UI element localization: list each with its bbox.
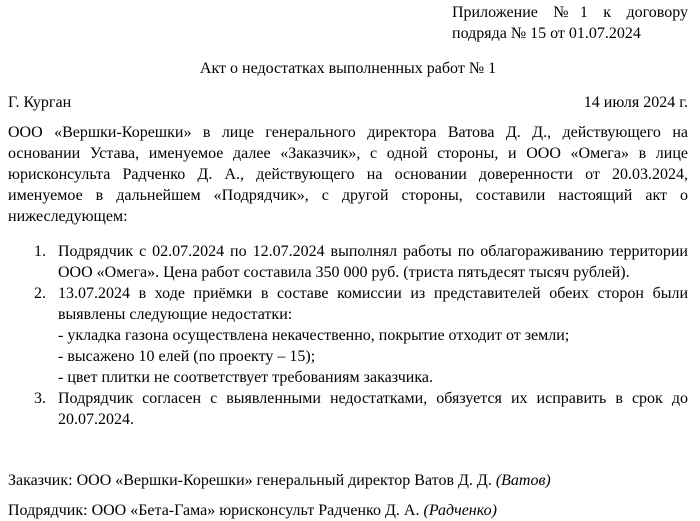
contractor-signatory: Подрядчик: ООО «Бета-Гама» юрисконсульт Радченко Д. А. xyxy=(8,502,420,519)
customer-signature-line xyxy=(8,470,688,491)
document-title: Акт о недостатках выполненных работ № 1 xyxy=(199,60,497,77)
place: Г. Курган xyxy=(8,94,72,111)
clause-text: Подрядчик с 02.07.2024 по 12.07.2024 выполнял работы по облагораживанию территории ООО «Омега». Цена работ составила 350 000 руб. (триста пятьдесят тысяч рублей). xyxy=(58,243,688,281)
clause-number: 1. xyxy=(34,243,46,260)
clause-item xyxy=(8,283,688,388)
clause-text: 13.07.2024 в ходе приёмки в составе комиссии из представителей обеих сторон были выявлены следующие недостатки: xyxy=(58,285,688,323)
defect-item: - укладка газона осуществлена некачественно, покрытие отходит от земли; xyxy=(58,327,570,344)
clause-item xyxy=(8,388,688,430)
customer-signature: (Ватов) xyxy=(495,472,551,489)
defect-item: - цвет плитки не соответствует требованиям заказчика. xyxy=(58,369,433,386)
clause-list xyxy=(8,241,688,430)
contractor-signature-line xyxy=(8,500,688,521)
place-date-row xyxy=(8,92,688,113)
intro-paragraph: ООО «Вершки-Корешки» в лице генерального директора Ватова Д. Д., действующего на основании Устава, именуемое далее «Заказчик», с одной стороны, и ООО «Омега» в лице юрисконсульта Радченко Д. А., действующего на основании доверенности от 20.03.2024, именуемое в дальнейшем «Подрядчик», с другой стороны, составили настоящий акт о нижеследующем: xyxy=(8,124,688,225)
clause-item xyxy=(8,241,688,283)
date: 14 июля 2024 г. xyxy=(583,94,688,111)
contractor-signature: (Радченко) xyxy=(423,502,497,519)
appendix-reference xyxy=(452,2,688,44)
clause-number: 3. xyxy=(34,390,46,407)
defect-item: - высажено 10 елей (по проекту – 15); xyxy=(58,348,316,365)
appendix-line-2: подряда № 15 от 01.07.2024 xyxy=(452,25,641,42)
clause-text: Подрядчик согласен с выявленными недостатками, обязуется их исправить в срок до 20.07.2024. xyxy=(58,390,688,428)
appendix-line-1: Приложение №1 к договору xyxy=(452,4,688,21)
customer-signatory: Заказчик: ООО «Вершки-Корешки» генеральный директор Ватов Д. Д. xyxy=(8,472,492,489)
clause-number: 2. xyxy=(34,285,46,302)
